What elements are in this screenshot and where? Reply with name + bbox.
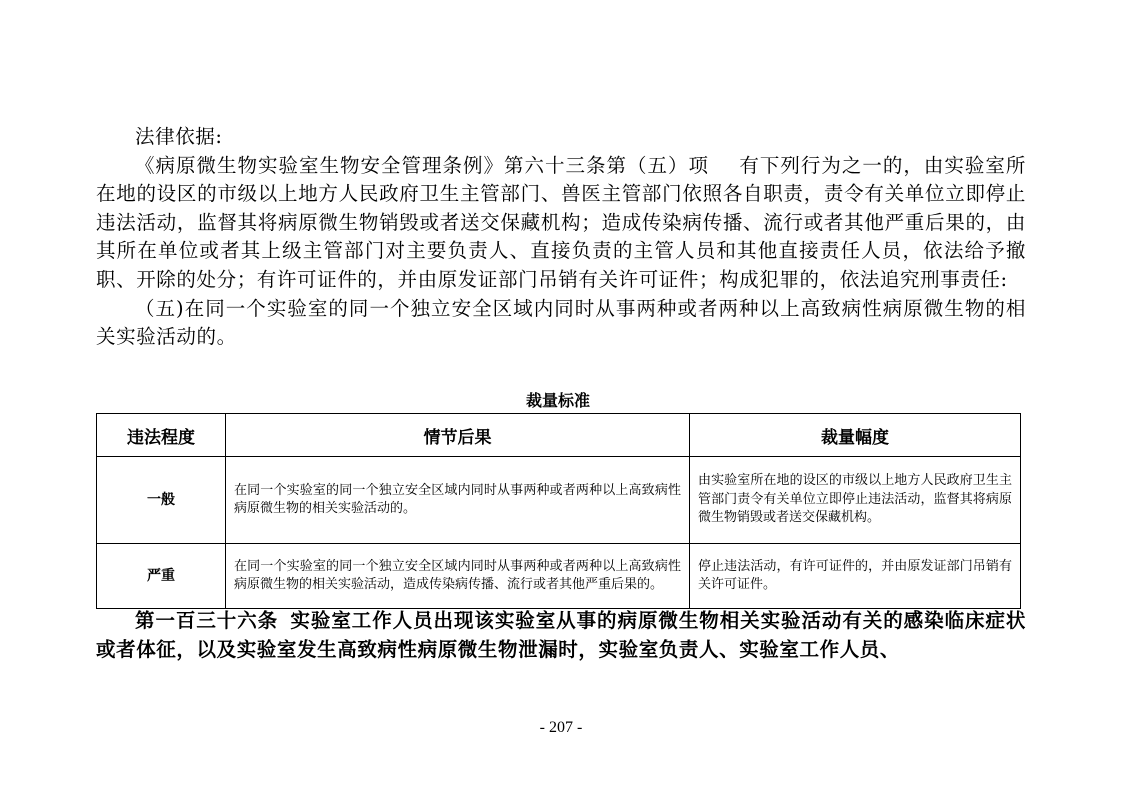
page-number: - 207 - [539, 719, 583, 736]
penalty-cell: 由实验室所在地的设区的市级以上地方人民政府卫生主管部门责令有关单位立即停止违法活动，监督其将病原微生物销毁或者送交保藏机构。 [690, 457, 1021, 544]
table-header-row [97, 414, 1021, 457]
header-penalty-range: 裁量幅度 [690, 414, 1021, 457]
penalty-cell: 停止违法活动，有许可证件的，并由原发证部门吊销有关许可证件。 [690, 544, 1021, 609]
table-row [97, 544, 1021, 609]
legal-basis-provision [96, 152, 1026, 295]
legal-basis-section [96, 123, 1026, 352]
article-136 [96, 606, 1026, 664]
provision-item-5: （五)在同一个实验室的同一个独立安全区域内同时从事两种或者两种以上高致病性病原微生物的相关实验活动的。 [96, 296, 1026, 349]
header-circumstance: 情节后果 [226, 414, 690, 457]
discretion-standard-table [96, 413, 1021, 609]
violation-level: 一般 [97, 457, 226, 544]
article-text: 实验室工作人员出现该实验室从事的病原微生物相关实验活动有关的感染临床症状或者体征，以及实验室发生高致病性病原微生物泄漏时，实验室负责人、实验室工作人员、 [96, 609, 1026, 661]
table-row [97, 457, 1021, 544]
regulation-citation: 《病原微生物实验室生物安全管理条例》第六十三条第（五）项 [135, 153, 709, 177]
legal-basis-label: 法律依据: [135, 125, 223, 148]
violation-level: 严重 [97, 544, 226, 609]
header-violation-degree: 违法程度 [97, 414, 226, 457]
provision-text: 有下列行为之一的，由实验室所在地的设区的市级以上地方人民政府卫生主管部门、兽医主管部门依照各自职责，责令有关单位立即停止违法活动，监督其将病原微生物销毁或者送交保藏机构；造成传染病传播、流行或者其他严重后果的，由其所在单位或者其上级主管部门对主要负责人、直接负责的主管人员和其他直接责任人员，依法给予撤职、开除的处分；有许可证件的，并由原发证部门吊销有关许可证件；构成犯罪的，依法追究刑事责任: [96, 153, 1026, 291]
circumstance-cell: 在同一个实验室的同一个独立安全区域内同时从事两种或者两种以上高致病性病原微生物的相关实验活动，造成传染病传播、流行或者其他严重后果的。 [226, 544, 690, 609]
article-heading: 第一百三十六条 [135, 609, 279, 632]
table-title: 裁量标准 [525, 391, 590, 410]
circumstance-cell: 在同一个实验室的同一个独立安全区域内同时从事两种或者两种以上高致病性病原微生物的相关实验活动的。 [226, 457, 690, 544]
